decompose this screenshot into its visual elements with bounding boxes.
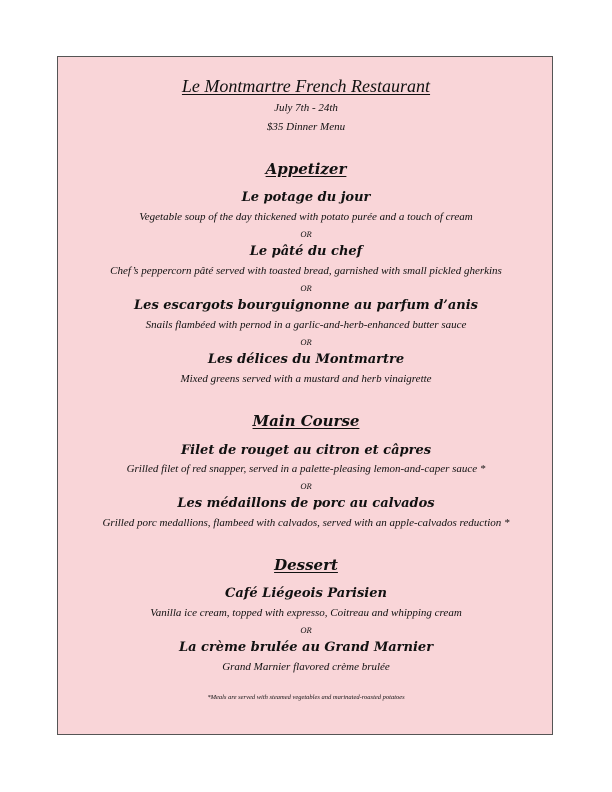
section-main-course-heading: Main Course bbox=[252, 412, 360, 430]
appetizer-item-name: Le potage du jour bbox=[241, 190, 371, 205]
main-item-desc: Grilled filet of red snapper, served in a palette-pleasing lemon-and-caper sauce * bbox=[126, 463, 486, 475]
menu-page bbox=[57, 56, 553, 735]
main-item-name: Les médaillons de porc au calvados bbox=[177, 496, 435, 511]
appetizer-item-name: Le pâté du chef bbox=[249, 244, 363, 259]
dessert-item-desc: Grand Marnier flavored crème brulée bbox=[222, 661, 390, 673]
appetizer-item-desc: Mixed greens served with a mustard and herb vinaigrette bbox=[180, 373, 432, 385]
appetizer-item-desc: Vegetable soup of the day thickened with potato purée and a touch of cream bbox=[139, 211, 473, 223]
dessert-item-desc: Vanilla ice cream, topped with expresso, Coitreau and whipping cream bbox=[150, 607, 462, 619]
main-item-desc: Grilled porc medallions, flambeed with calvados, served with an apple-calvados reduction * bbox=[102, 517, 510, 529]
appetizer-item-desc: Snails flambéed with pernod in a garlic-and-herb-enhanced butter sauce bbox=[145, 319, 467, 331]
or-separator: OR bbox=[300, 625, 312, 635]
footnote: *Meals are served with steamed vegetables and marinated-roasted potatoes bbox=[207, 694, 405, 701]
dessert-item-name: La crème brulée au Grand Marnier bbox=[178, 640, 434, 655]
appetizer-item-name: Les délices du Montmartre bbox=[207, 352, 405, 367]
main-item-name: Filet de rouget au citron et câpres bbox=[180, 443, 432, 458]
or-separator: OR bbox=[300, 337, 312, 347]
menu-dates: July 7th - 24th bbox=[274, 102, 338, 114]
appetizer-item-name: Les escargots bourguignonne au parfum d’anis bbox=[134, 298, 478, 313]
section-dessert-heading: Dessert bbox=[274, 556, 338, 574]
restaurant-title: Le Montmartre French Restaurant bbox=[181, 76, 431, 96]
or-separator: OR bbox=[300, 229, 312, 239]
dessert-item-name: Café Liégeois Parisien bbox=[225, 586, 387, 601]
or-separator: OR bbox=[300, 283, 312, 293]
appetizer-item-desc: Chef’s peppercorn pâté served with toasted bread, garnished with small pickled gherkins bbox=[110, 265, 502, 277]
section-appetizer-heading: Appetizer bbox=[265, 160, 347, 178]
menu-price: $35 Dinner Menu bbox=[266, 121, 346, 133]
or-separator: OR bbox=[300, 481, 312, 491]
